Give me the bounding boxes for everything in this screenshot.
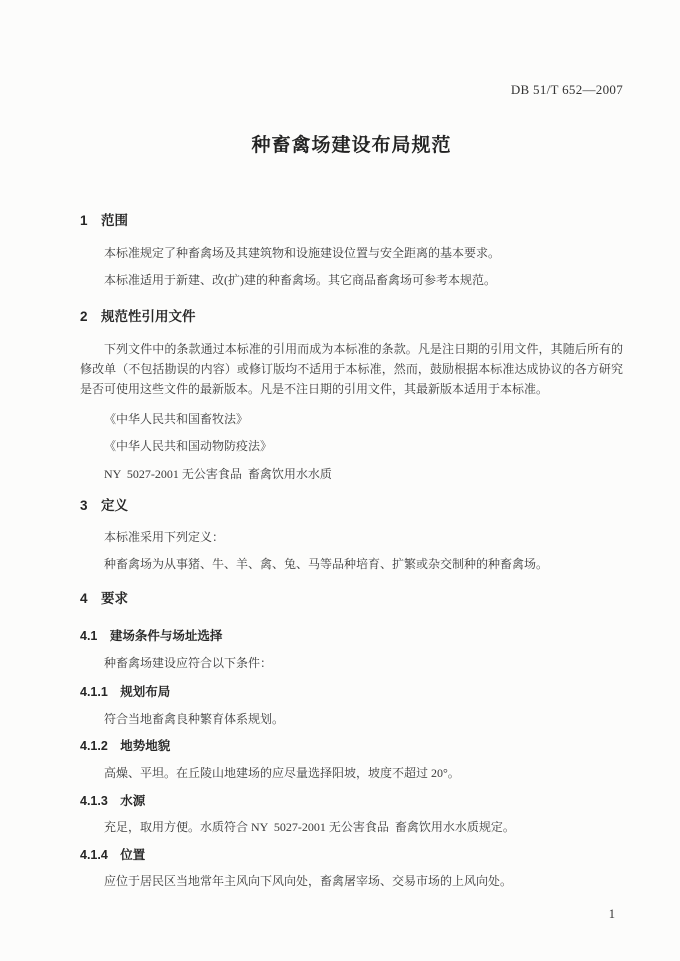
- paragraph: 应位于居民区当地常年主风向下风向处，畜禽屠宰场、交易市场的上风向处。: [104, 874, 513, 888]
- paragraph: 本标准规定了种畜禽场及其建筑物和设施建设位置与安全距离的基本要求。: [104, 246, 501, 260]
- paragraph: 种畜禽场建设应符合以下条件：: [104, 656, 273, 670]
- reference-item: 《中华人民共和国畜牧法》: [104, 412, 249, 426]
- subsection-heading-location: 4.1.4 位置: [80, 848, 146, 862]
- section-heading-requirements: 4 要求: [80, 591, 129, 606]
- section-heading-definitions: 3 定义: [80, 498, 129, 513]
- paragraph: 充足，取用方便。水质符合 NY 5027-2001 无公害食品 畜禽饮用水水质规定。: [104, 820, 515, 834]
- subsection-heading-terrain: 4.1.2 地势地貌: [80, 739, 171, 753]
- page-number: 1: [608, 907, 615, 921]
- reference-item: NY 5027-2001 无公害食品 畜禽饮用水水质: [104, 467, 332, 481]
- paragraph: 本标准采用下列定义：: [104, 530, 225, 544]
- section-heading-normative-references: 2 规范性引用文件: [80, 309, 196, 324]
- subsection-heading-planning-layout: 4.1.1 规划布局: [80, 685, 171, 699]
- page-footer: [80, 906, 623, 922]
- paragraph: 高燥、平坦。在丘陵山地建场的应尽量选择阳坡，坡度不超过 20°。: [104, 766, 460, 780]
- paragraph: 符合当地畜禽良种繁育体系规划。: [104, 712, 285, 726]
- section-heading-scope: 1 范围: [80, 213, 129, 228]
- subsection-heading-site-conditions: 4.1 建场条件与场址选择: [80, 629, 223, 643]
- paragraph: 种畜禽场为从事猪、牛、羊、禽、兔、马等品种培育、扩繁或杂交制种的种畜禽场。: [104, 557, 549, 571]
- paragraph: 本标准适用于新建、改(扩)建的种畜禽场。其它商品畜禽场可参考本规范。: [104, 273, 496, 287]
- paragraph: 下列文件中的条款通过本标准的引用而成为本标准的条款。凡是注日期的引用文件，其随后所有的修改单（不包括勘误的内容）或修订版均不适用于本标准，然而，鼓励根据本标准达成协议的各方研究是否可使用这些文件的最新版本。凡是不注日期的引用文件，其最新版本适用于本标准。: [80, 342, 623, 396]
- reference-item: 《中华人民共和国动物防疫法》: [104, 439, 273, 453]
- subsection-heading-water-source: 4.1.3 水源: [80, 794, 146, 808]
- standard-code: DB 51/T 652—2007: [510, 82, 623, 97]
- document-title: 种畜禽场建设布局规范: [251, 135, 452, 156]
